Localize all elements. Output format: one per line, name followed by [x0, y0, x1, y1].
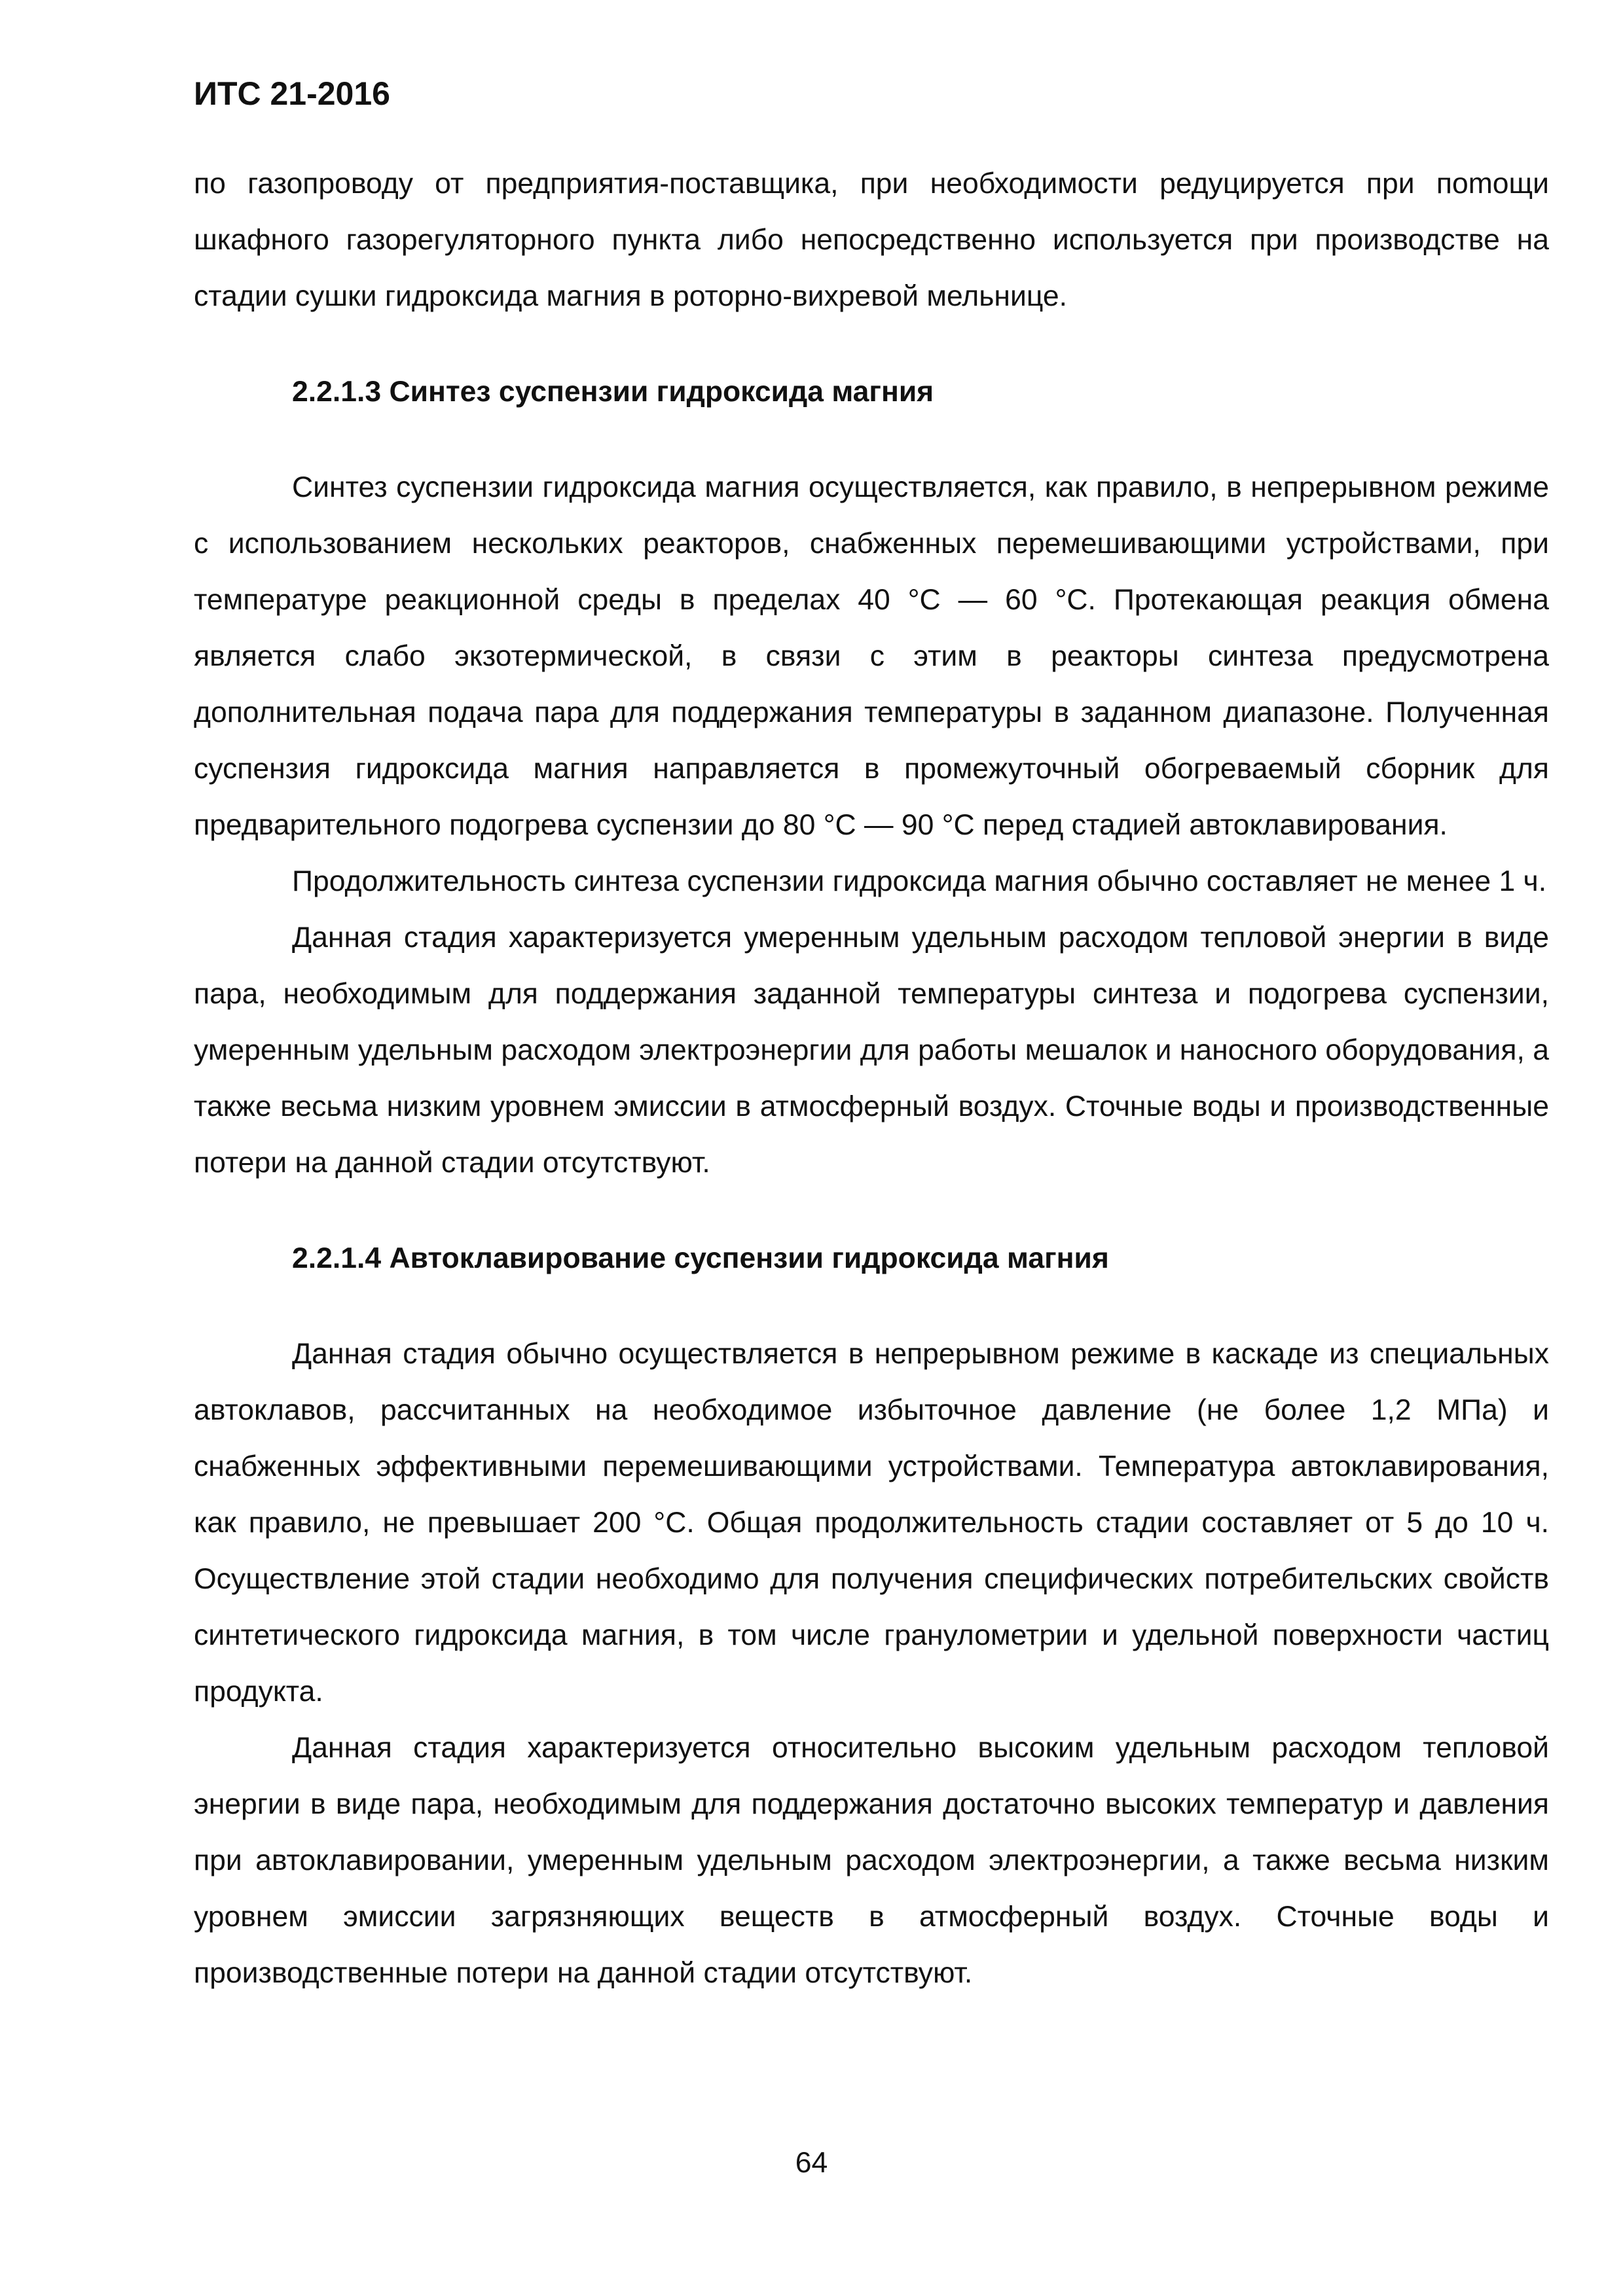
- section-2-2-1-3-paragraph-1: Синтез суспензии гидроксида магния осуществляется, как правило, в непрерывном режиме с использованием нескольких реакторов, снабженных перемешивающими устройствами, при температуре реакционной среды в пределах 40 °С — 60 °С. Протекающая реакция обмена является слабо экзотермической, в связи с этим в реакторы синтеза предусмотрена дополнительная подача пара для поддержания температуры в заданном диапазоне. Полученная суспензия гидроксида магния направляется в промежуточный обогреваемый сборник для предварительного подогрева суспензии до 80 °С — 90 °С перед стадией автоклавирования.: [194, 471, 1549, 841]
- document-code-header: ИТС 21-2016: [194, 75, 390, 112]
- section-2-2-1-4-paragraph-2: Данная стадия характеризуется относительно высоким удельным расходом тепловой энергии в виде пара, необходимым для поддержания достаточно высоких температур и давления при автоклавировании, умеренным удельным расходом электроэнергии, а также весьма низким уровнем эмиссии загрязняющих веществ в атмосферный воздух. Сточные воды и производственные потери на данной стадии отсутствуют.: [194, 1732, 1549, 1989]
- section-2-2-1-3-paragraph-3: Данная стадия характеризуется умеренным удельным расходом тепловой энергии в виде пара, необходимым для поддержания заданной температуры синтеза и подогрева суспензии, умеренным удельным расходом электроэнергии для работы мешалок и наносного оборудования, а также весьма низким уровнем эмиссии в атмосферный воздух. Сточные воды и производственные потери на данной стадии отсутствуют.: [194, 922, 1549, 1179]
- section-heading-2-2-1-4: 2.2.1.4 Автоклавирование суспензии гидроксида магния: [292, 1242, 1109, 1274]
- section-heading-2-2-1-3: 2.2.1.3 Синтез суспензии гидроксида магния: [292, 376, 934, 408]
- section-2-2-1-4-paragraph-1: Данная стадия обычно осуществляется в непрерывном режиме в каскаде из специальных автоклавов, рассчитанных на необходимое избыточное давление (не более 1,2 МПа) и снабженных эффективными перемешивающими устройствами. Температура автоклавирования, как правило, не превышает 200 °С. Общая продолжительность стадии составляет от 5 до 10 ч. Осуществление этой стадии необходимо для получения специфических потребительских свойств синтетического гидроксида магния, в том числе гранулометрии и удельной поверхности частиц продукта.: [194, 1338, 1549, 1708]
- page-number: 64: [795, 2147, 828, 2179]
- section-2-2-1-3-paragraph-2: Продолжительность синтеза суспензии гидроксида магния обычно составляет не менее 1 ч.: [292, 865, 1547, 897]
- intro-paragraph: по газопроводу от предприятия-поставщика, при необходимости редуцируется при поmощи шкафного газорегуляторного пункта либо непосредственно используется при производстве на стадии сушки гидроксида магния в роторно-вихревой мельнице.: [194, 168, 1549, 312]
- document-body: [194, 156, 1549, 2001]
